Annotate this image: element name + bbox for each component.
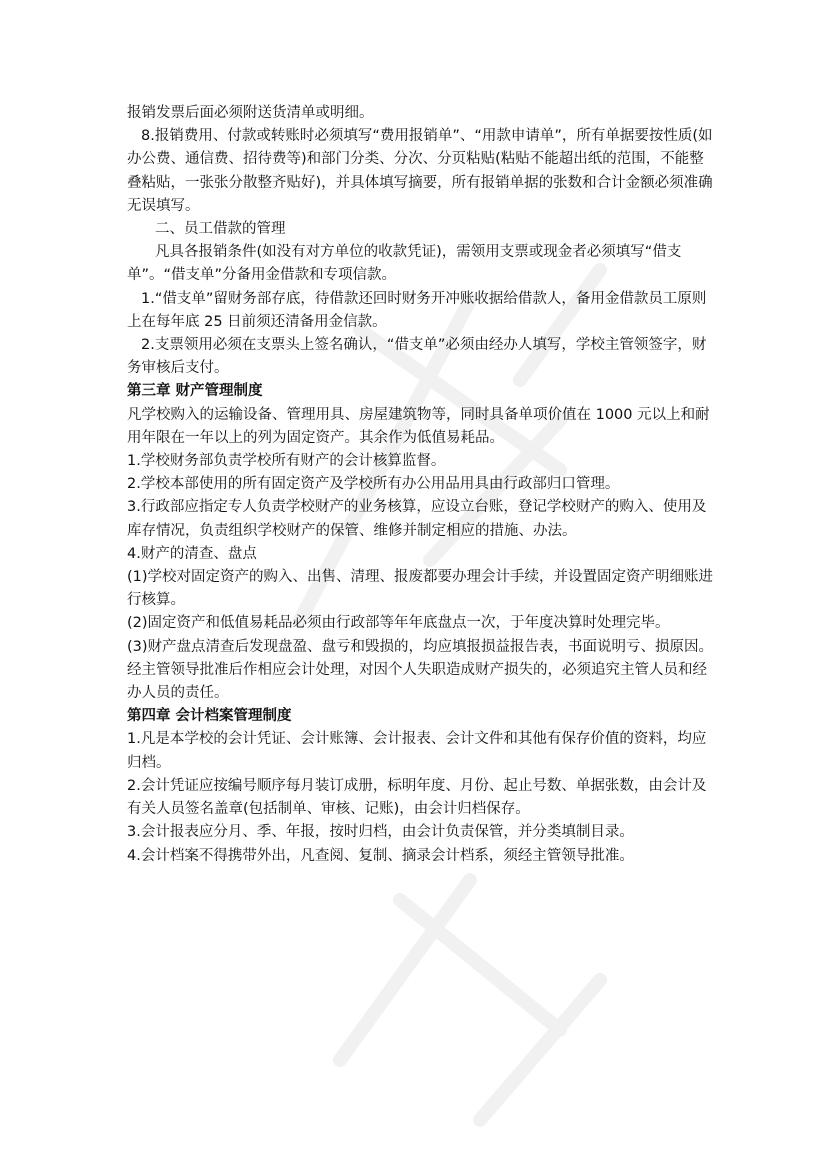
paragraph: 1.“借支单”留财务部存底，待借款还回时财务开冲账收据给借款人，备用金借款员工原则上在每年底 25 日前须还清备用金信款。 [127, 290, 707, 330]
document-body [127, 102, 717, 868]
paragraph: 3.行政部应指定专人负责学校财产的业务核算，应设立台账，登记学校财产的购入、使用及库存情况，负责组织学校财产的保管、维修并制定相应的措施、办法。 [127, 499, 707, 539]
chapter-heading: 第四章 会计档案管理制度 [127, 708, 292, 725]
paragraph: 2.学校本部使用的所有固定资产及学校所有办公用品用具由行政部归口管理。 [127, 476, 620, 493]
section-subheading: 二、员工借款的管理 [155, 221, 286, 238]
paragraph: 凡具各报销条件(如没有对方单位的收款凭证)，需领用支票或现金者必须填写“借支单”。“借支单”分备用金借款和专项信款。 [127, 244, 682, 284]
paragraph: 1.学校财务部负责学校所有财产的会计核算监督。 [127, 453, 446, 470]
paragraph: 3.会计报表应分月、季、年报，按时归档，由会计负责保管，并分类填制目录。 [127, 824, 634, 841]
paragraph: 凡学校购入的运输设备、管理用具、房屋建筑物等，同时具备单项价值在 1000 元以上和耐用年限在一年以上的列为固定资产。其余作为低值易耗品。 [127, 406, 710, 446]
paragraph: 4.会计档案不得携带外出，凡查阅、复制、摘录会计档系，须经主管领导批准。 [127, 847, 634, 864]
paragraph: 2.会计凭证应按编号顺序每月装订成册，标明年度、月份、起止号数、单据张数，由会计及有关人员签名盖章(包括制单、审核、记账)，由会计归档保存。 [127, 777, 707, 818]
paragraph: (2)固定资产和低值易耗品必须由行政部等年年底盘点一次，于年度决算时处理完毕。 [127, 615, 670, 632]
chapter-heading: 第三章 财产管理制度 [127, 383, 263, 400]
paragraph: 8.报销费用、付款或转账时必须填写“费用报销单”、“用款申请单”，所有单据要按性质(如办公费、通信费、招待费等)和部门分类、分次、分页粘贴(粘贴不能超出纸的范围，不能整叠粘贴，一张张分散整齐贴好)，并具体填写摘要，所有报销单据的张数和合计金额必须准确无误填写。 [127, 128, 713, 214]
paragraph: 报销发票后面必须附送货清单或明细。 [127, 105, 374, 121]
paragraph: 4.财产的清查、盘点 [127, 545, 257, 562]
paragraph: 2.支票领用必须在支票头上签名确认，“借支单”必须由经办人填写，学校主管领签字，财务审核后支付。 [127, 337, 707, 377]
paragraph: (1)学校对固定资产的购入、出售、清理、报废都要办理会计手续，并设置固定资产明细账进行核算。 [127, 569, 714, 609]
paragraph: (3)财产盘点清查后发现盘盈、盘亏和毁损的，均应填报损益报告表，书面说明亏、损原因。经主管领导批准后作相应会计处理，对因个人失职造成财产损失的，必须追究主管人员和经办人员的责任。 [127, 638, 714, 702]
paragraph: 1.凡是本学校的会计凭证、会计账簿、会计报表、会计文件和其他有保存价值的资料，均应归档。 [127, 731, 707, 771]
